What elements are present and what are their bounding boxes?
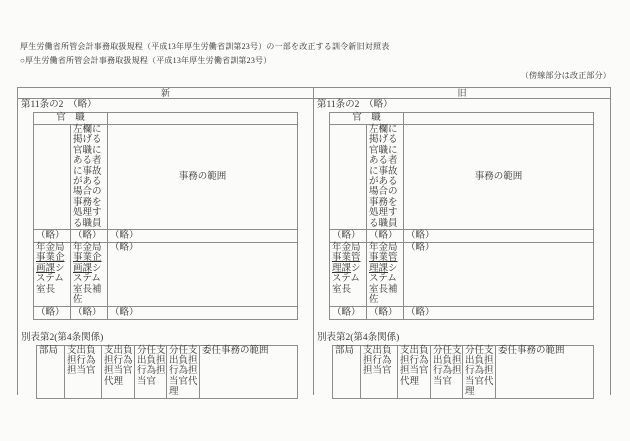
- ryaku-cell: （略）: [367, 230, 404, 243]
- position-header-cell: 官 職: [34, 113, 108, 125]
- amendment-note: （傍線部分は改正部分）: [520, 71, 611, 80]
- delegation-header-cell: 分任支 出負担 行為担 当官: [135, 345, 167, 398]
- table-row: [34, 306, 298, 319]
- ryaku-cell: （略）: [404, 306, 594, 319]
- ryaku-cell: （略）: [108, 243, 298, 306]
- position-table: [329, 112, 594, 320]
- ryaku-cell: （略）: [108, 306, 298, 319]
- table-row: [330, 306, 594, 319]
- delegation-header-cell: 支出負 担行為 担当官 代理: [102, 345, 135, 398]
- article-heading: 第11条の2 （略）: [317, 100, 393, 110]
- officer-cell: 年金局 事業企 画課シ ステム 室長: [34, 243, 71, 306]
- ryaku-cell: （略）: [367, 306, 404, 319]
- delegation-table: [36, 345, 298, 399]
- table-row: [330, 230, 594, 243]
- ryaku-cell: （略）: [34, 230, 71, 243]
- delegation-table: [332, 345, 594, 399]
- new-column: [17, 87, 314, 398]
- table-row: [330, 125, 594, 230]
- delegation-header-cell: 支出負 担行為 担当官: [65, 345, 102, 398]
- delegation-header-cell: 部局: [37, 345, 65, 398]
- appendix-heading: 別表第2(第4条関係): [317, 332, 400, 343]
- scope-cell: 事務の範囲: [404, 125, 594, 230]
- table-row: [34, 113, 298, 125]
- empty-header-cell: [404, 113, 594, 125]
- deputy-officer-cell: 年金局 事業企 画課シ ステム 室長補 佐: [71, 243, 108, 306]
- position-header-cell: 官 職: [330, 113, 404, 125]
- delegation-header-cell: 部局: [333, 345, 361, 398]
- ryaku-cell: （略）: [71, 306, 108, 319]
- ryaku-cell: （略）: [71, 230, 108, 243]
- delegation-header-cell: 委任事務の範囲: [200, 345, 298, 398]
- empty-cell: [34, 125, 71, 230]
- delegation-header-cell: 支出負 担行為 担当官 代理: [398, 345, 431, 398]
- deputy-definition-cell: 左欄に 掲げる 官職に ある者 に事故 がある 場合の 事務を 処理す る職員: [71, 125, 108, 230]
- ryaku-cell: （略）: [330, 306, 367, 319]
- delegation-header-cell: 委任事務の範囲: [496, 345, 594, 398]
- old-column: [314, 87, 611, 398]
- scope-cell: 事務の範囲: [108, 125, 298, 230]
- empty-header-cell: [108, 113, 298, 125]
- table-row: [34, 230, 298, 243]
- ryaku-cell: （略）: [404, 243, 594, 306]
- comparison-table: [17, 87, 611, 398]
- article-heading: 第11条の2 （略）: [21, 100, 97, 110]
- deputy-officer-cell: 年金局 事業管 理課シ ステム 室長補 佐: [367, 243, 404, 306]
- appendix-heading: 別表第2(第4条関係): [21, 332, 104, 343]
- ryaku-cell: （略）: [330, 230, 367, 243]
- table-row: [330, 243, 594, 306]
- officer-cell: 年金局 事業管 理課シ ステム 室長: [330, 243, 367, 306]
- table-row: [37, 345, 298, 398]
- ryaku-cell: （略）: [108, 230, 298, 243]
- table-row: [34, 243, 298, 306]
- delegation-header-cell: 支出負 担行為 担当官: [361, 345, 398, 398]
- ryaku-cell: （略）: [34, 306, 71, 319]
- position-table: [33, 112, 298, 320]
- table-row: [333, 345, 594, 398]
- deputy-definition-cell: 左欄に 掲げる 官職に ある者 に事故 がある 場合の 事務を 処理す る職員: [367, 125, 404, 230]
- document-title: 厚生労働省所管会計事務取扱規程（平成13年厚生労働省訓第23号）の一部を改正する訓令新旧対照表: [20, 42, 390, 51]
- empty-cell: [330, 125, 367, 230]
- column-header-old: 旧: [314, 88, 610, 99]
- ryaku-cell: （略）: [404, 230, 594, 243]
- regulation-title: ○厚生労働省所管会計事務取扱規程（平成13年厚生労働省訓第23号）: [20, 56, 272, 65]
- delegation-header-cell: 分任支 出負担 行為担 当官代 理: [463, 345, 496, 398]
- table-row: [34, 125, 298, 230]
- delegation-header-cell: 分任支 出負担 行為担 当官代 理: [167, 345, 200, 398]
- column-header-new: 新: [18, 88, 313, 99]
- table-row: [330, 113, 594, 125]
- delegation-header-cell: 分任支 出負担 行為担 当官: [431, 345, 463, 398]
